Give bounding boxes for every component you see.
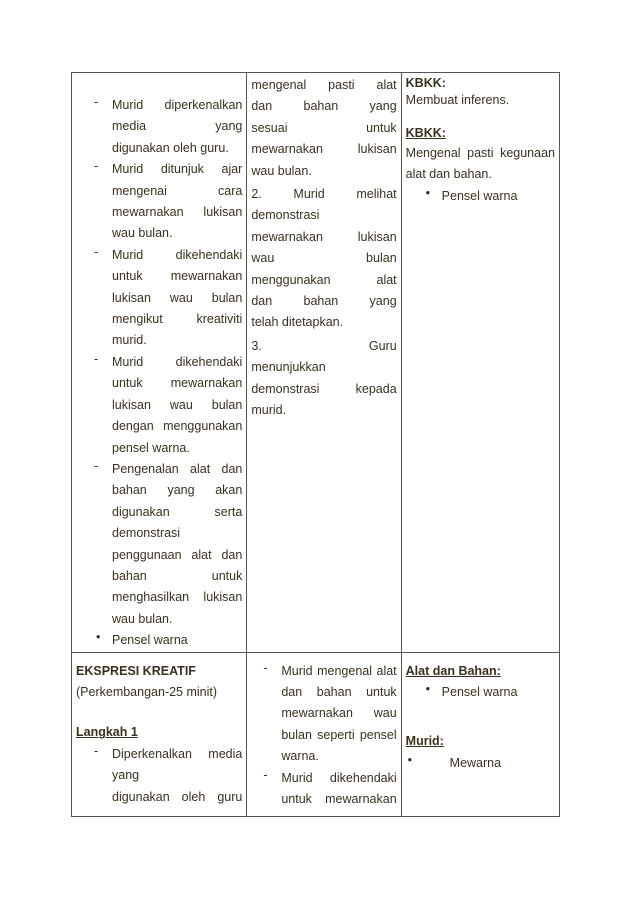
text-line: media yang <box>112 119 243 134</box>
section-subtitle: (Perkembangan-25 minit) <box>76 684 218 699</box>
text-line: pensel warna. <box>112 440 190 455</box>
list-item <box>76 95 242 159</box>
text-line: Murid diperkenalkan <box>112 98 243 112</box>
kbkk-heading-2: KBKK: <box>405 126 446 140</box>
lesson-plan-table <box>71 72 560 817</box>
bullet-icon: • <box>407 752 413 767</box>
list-item <box>76 245 242 352</box>
procedure-cell <box>247 73 401 653</box>
notes-cell <box>401 652 559 816</box>
text-line: murid. <box>112 333 147 348</box>
section-heading: EKSPRESI KREATIF <box>76 663 196 678</box>
dash-marker: - <box>94 743 99 758</box>
text-line: dan bahan untuk <box>281 684 397 699</box>
kbkk-text-2-line: alat dan bahan. <box>405 167 492 182</box>
step-heading: Langkah 1 <box>76 725 138 740</box>
dash-marker: - <box>94 458 99 473</box>
dash-marker: - <box>94 244 99 259</box>
dash-marker: - <box>94 351 99 366</box>
procedure-cell <box>247 652 401 816</box>
text-line: digunakan oleh guru. <box>112 140 229 155</box>
text-line: wau bulan. <box>112 611 173 626</box>
text-line: mewarnakan lukisan <box>112 205 243 220</box>
text-line: untuk mewarnakan <box>281 792 397 806</box>
activity-cell <box>72 73 247 653</box>
text-line: 3. Guru <box>251 338 397 353</box>
text-line: murid. <box>251 403 287 418</box>
dash-marker: - <box>263 660 268 675</box>
kbkk-text-1: Membuat inferens. <box>405 93 510 107</box>
list-item <box>76 159 242 245</box>
kbkk-heading-1: KBKK: <box>405 76 446 90</box>
text-line: menunjukkan <box>251 360 326 375</box>
activity-cell <box>72 652 247 816</box>
text-line: Murid ditunjuk ajar <box>112 162 243 177</box>
text-line: sesuai untuk <box>251 120 397 135</box>
notes-cell <box>401 73 559 653</box>
dash-marker: - <box>94 159 99 174</box>
list-item <box>76 352 242 459</box>
text-line: mewarnakan lukisan <box>251 142 397 157</box>
text-line: mengenai cara <box>112 183 243 198</box>
text-line: bulan seperti pensel <box>281 727 397 742</box>
bullet-icon: • <box>96 630 101 645</box>
text-line: mengikut kreativiti <box>112 312 243 327</box>
bullet-icon: • <box>425 185 431 200</box>
list-item: - Diperkenalkan media yang digunakan oleh guru <box>76 744 242 808</box>
text-line: dan bahan yang <box>251 99 397 114</box>
text-line: demonstrasi <box>251 208 320 223</box>
list-item <box>76 630 242 651</box>
list-item <box>76 459 242 630</box>
bullet-icon: • <box>425 681 431 696</box>
text-line: mengenal pasti alat <box>251 78 397 92</box>
text-line: dan bahan yang <box>251 294 397 309</box>
text-line: Murid dikehendaki <box>112 247 243 262</box>
text-line: untuk mewarnakan <box>112 269 243 284</box>
text-line: demonstrasi kepada <box>251 381 397 396</box>
text-line: menghasilkan lukisan <box>112 590 243 605</box>
text-line: bahan untuk <box>112 568 243 583</box>
dash-marker: - <box>263 767 268 782</box>
list-item: • Pensel warna <box>406 186 555 207</box>
text-line: 2. Murid melihat <box>251 187 397 202</box>
text-line: lukisan wau bulan <box>112 397 243 412</box>
text-line: dengan menggunakan <box>112 419 243 434</box>
text-line: menggunakan alat <box>251 272 397 287</box>
list-item <box>251 768 396 811</box>
text-line: Murid mengenal alat <box>281 663 397 678</box>
text-line: Pensel warna <box>112 633 188 648</box>
text-line: lukisan wau bulan <box>112 290 243 305</box>
text-line: demonstrasi <box>112 526 181 541</box>
table-row <box>72 652 560 816</box>
table-row <box>72 73 560 653</box>
text-line: bahan yang akan <box>112 483 243 498</box>
pupil-heading: Murid: <box>405 734 444 749</box>
text-line: Pengenalan alat dan <box>112 461 243 476</box>
text-line: mewarnakan wau <box>281 706 397 721</box>
dash-marker: - <box>94 95 99 109</box>
text-line: Murid dikehendaki <box>112 354 243 369</box>
text-line: Murid dikehendaki <box>281 770 397 785</box>
text-line: penggunaan alat dan <box>112 547 243 562</box>
list-item: • Mewarna <box>406 753 555 774</box>
text-line: warna. <box>281 749 319 764</box>
text-line: wau bulan. <box>251 163 312 178</box>
list-item <box>251 661 396 768</box>
materials-heading: Alat dan Bahan: <box>405 663 501 678</box>
text-line: wau bulan. <box>112 226 173 241</box>
list-item: • Pensel warna <box>406 682 555 703</box>
kbkk-text-2-line: Mengenal pasti kegunaan <box>405 146 555 160</box>
text-line: wau bulan <box>251 251 397 266</box>
text-line: mewarnakan lukisan <box>251 229 397 244</box>
text-line: telah ditetapkan. <box>251 315 344 330</box>
text-line: untuk mewarnakan <box>112 376 243 391</box>
text-line: digunakan serta <box>112 504 243 519</box>
